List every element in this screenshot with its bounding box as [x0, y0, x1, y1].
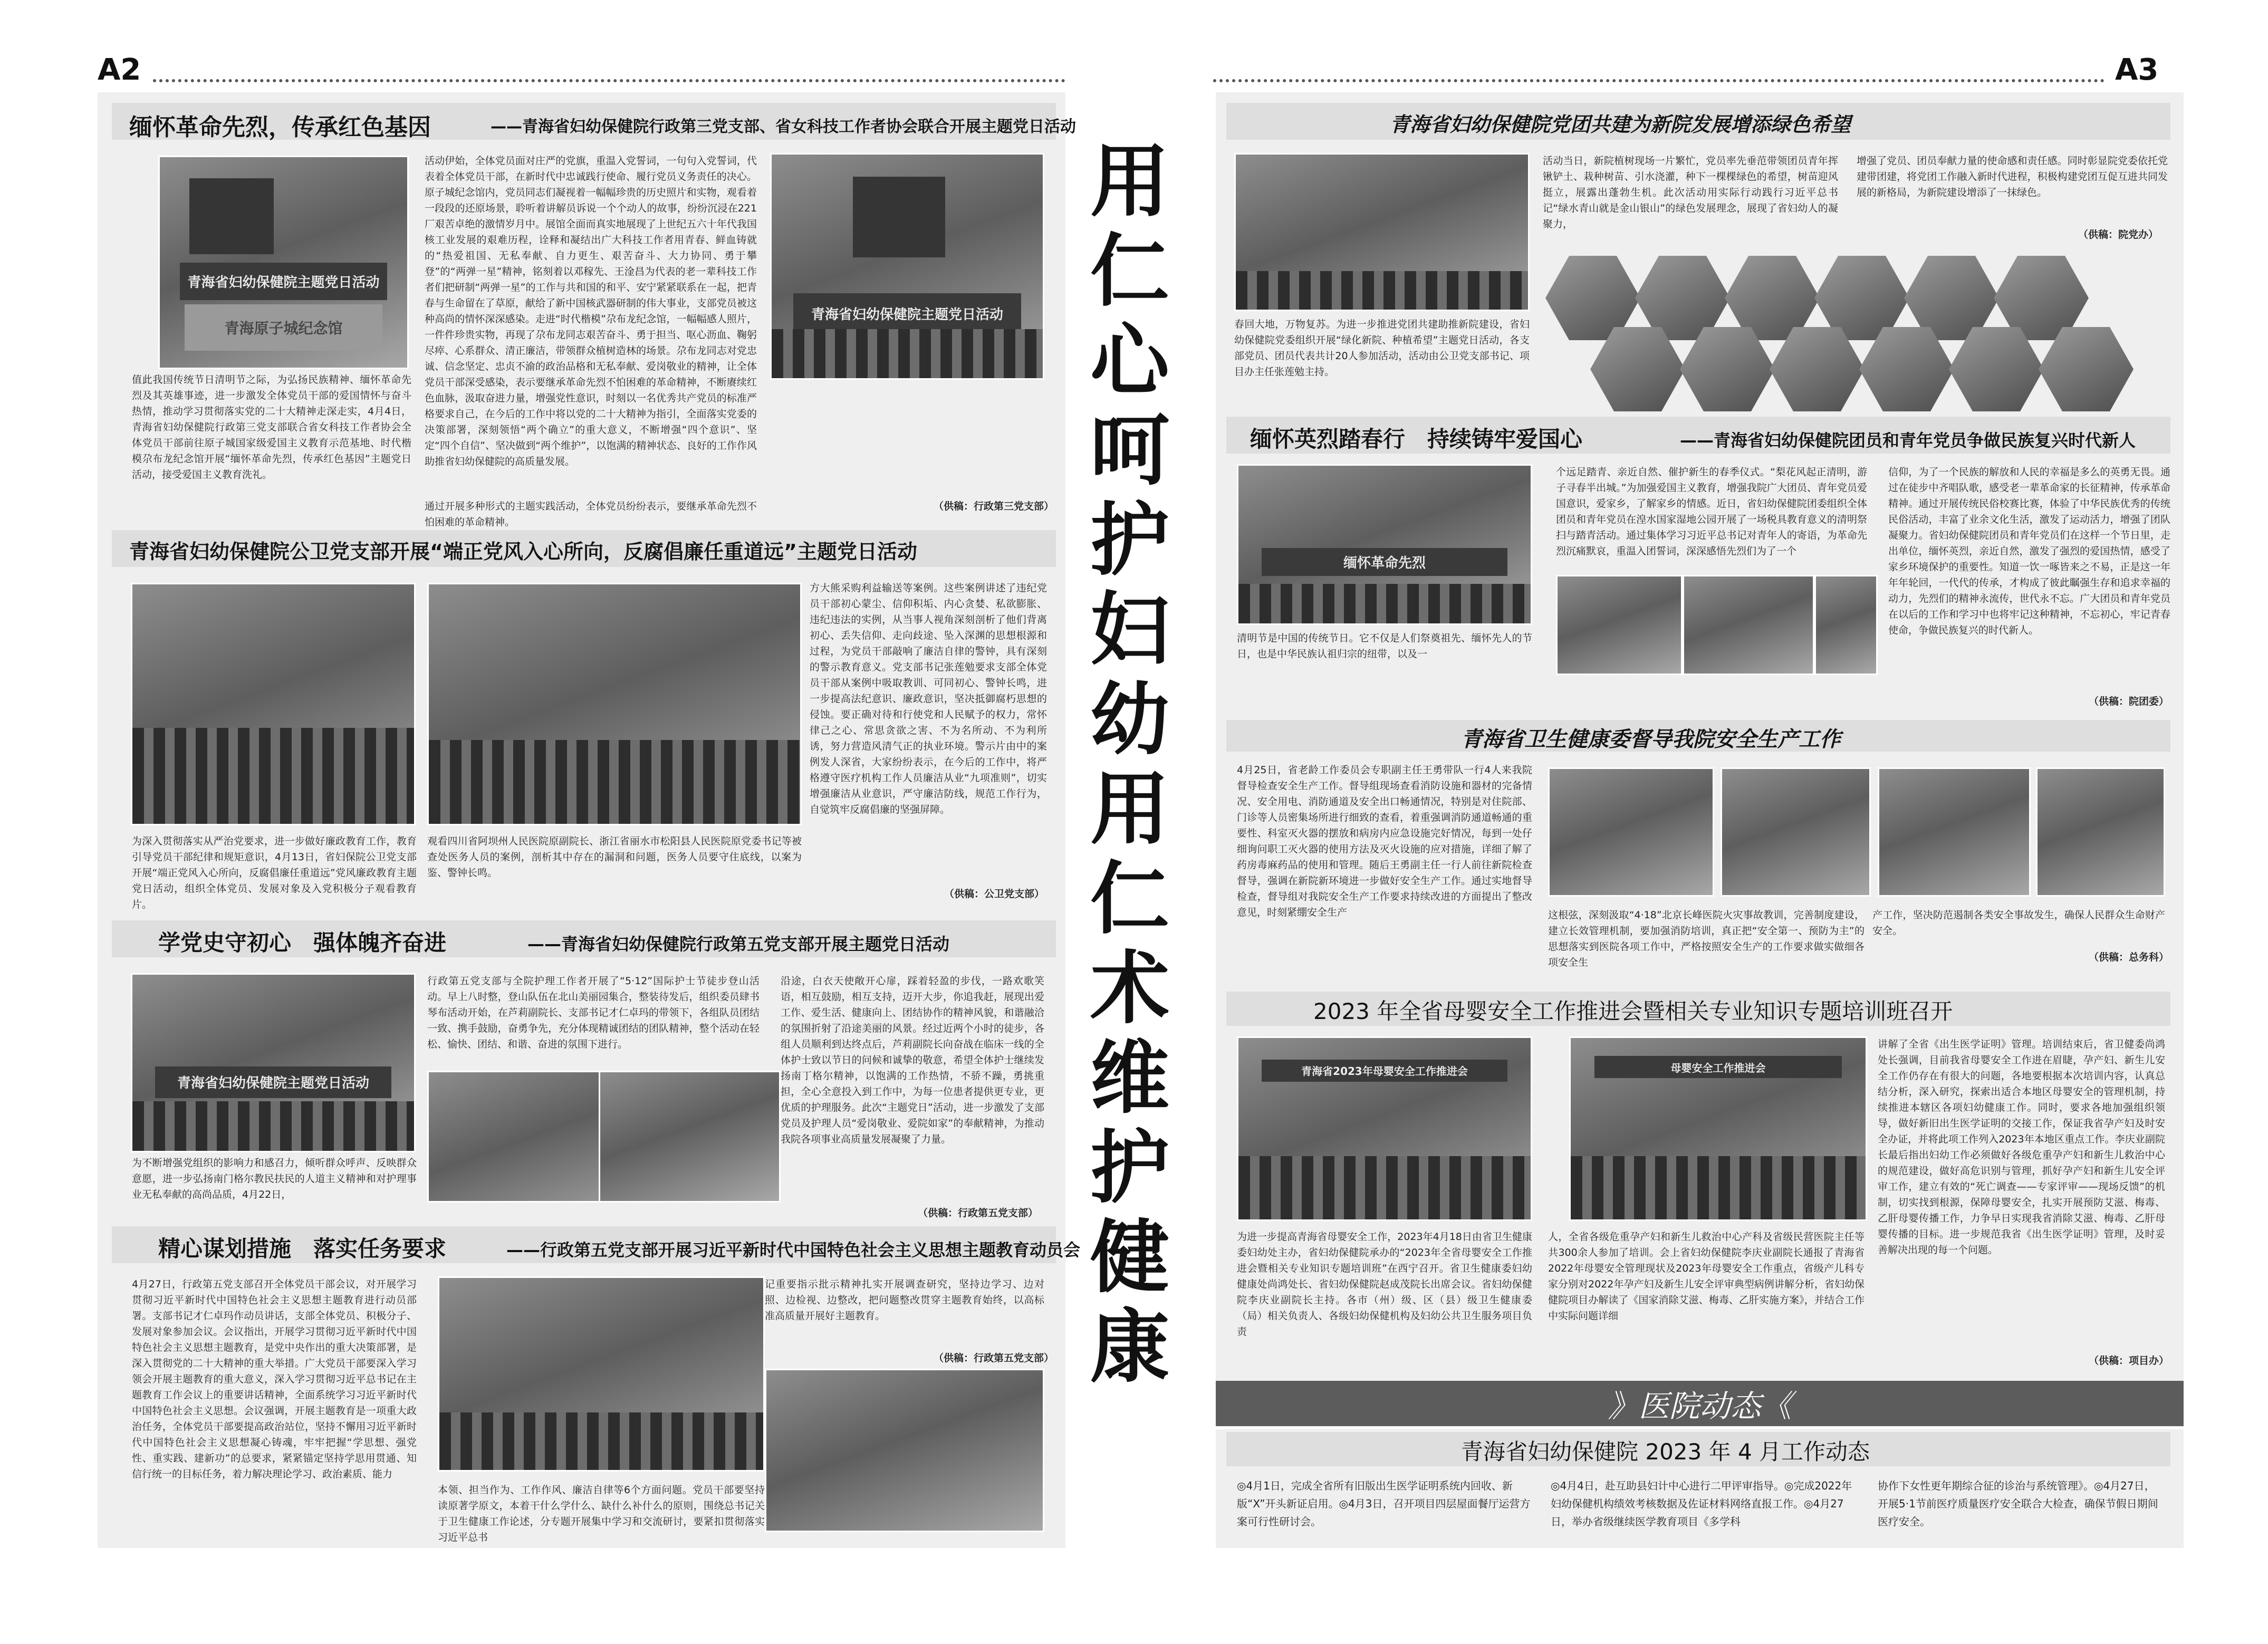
r-article4-credit: （供稿：项目办）: [2089, 1355, 2169, 1367]
r-article4-photo-2: [1569, 1036, 1867, 1221]
article4-credit: （供稿：行政第五党支部）: [934, 1352, 1054, 1364]
r-article2-photo-1: [1237, 464, 1532, 625]
r-article2-column-2: 个远足踏青、亲近自然、催护新生的春季仪式。“梨花风起正清明，游子寻春半出城。”为加强爱国主义教育，增强我院广大团员、青年党员爱国意识，爱家乡，了解家乡的情感。近日，省妇幼保健院团委组织全体团员和青年党员在湟水国家湿地公园开展了一场税具教育意义的清明祭扫与踏青活动。通过集体学习习近平总书记对青年人的寄语，为革命先烈沉痛默哀，重温入团誓词，深深感悟先烈们为了一个: [1556, 466, 1867, 557]
vertical-headline: 用仁心呵护妇幼 用仁术维护健康: [1090, 136, 1169, 1393]
hospital-dynamics-bar: 》医院动态《: [1216, 1381, 2184, 1426]
r-article2-photo-3: [1683, 575, 1814, 675]
article1-column-4: [770, 385, 1044, 501]
dynamics-column-3: 协作下女性更年期综合征的诊治与系统管理》。◎4月27日，开展5·1节前医疗质量医疗安全联合大检查，确保节假日期间医疗安全。: [1878, 1479, 2158, 1528]
r-article2-title: 缅怀英烈踏春行 持续铸牢爱国心: [1250, 426, 1583, 452]
r-article3-photo-4: [2036, 767, 2165, 897]
photo-banner-text: 母婴安全工作推进会: [1594, 1056, 1842, 1078]
page-number-right: A3: [2115, 53, 2159, 87]
photo-banner-text: 青海省妇幼保健院主题党日活动: [155, 1066, 392, 1098]
r-article4-column-2: 人，全省各级危重孕产妇和新生儿救治中心产科及省级民营医院主任等共300余人参加了培训。会上省妇幼保健院李庆业副院长通报了青海省2022年母婴安全管理现状及2023年母婴安全工作重点，省级产儿科专家分别对2022年孕产妇及新生儿安全评审典型病例讲解分析，省妇幼保健院项目办解读了《国家消除艾滋、梅毒、乙肝实施方案》，并结合工作中实际问题详细: [1548, 1231, 1865, 1322]
r-article1-column-2: 活动当日，新院植树现场一片繁忙，党员率先垂范带领团员青年挥锹铲土、栽种树苗、引水浇灌，种下一棵棵绿色的希望，树苗迎风挺立，展露出蓬勃生机。此次活动用实际行动践行习近平总书记“绿水青山就是金山银山”的绿色发展理念，展现了省妇幼人的凝聚力，: [1543, 155, 1838, 230]
photo-wall-text: 青海原子城纪念馆: [185, 304, 382, 351]
r-article1-title: 青海省妇幼保健院党团共建为新院发展增添绿色希望: [1390, 112, 1851, 136]
dynamics-column-1: ◎4月1日，完成全省所有旧版出生医学证明系统内回收、新版“X”开头新证启用。◎4月3日，召开项目四层屋面餐厅运营方案可行性研讨会。: [1237, 1479, 1531, 1528]
article4-photo-1: [438, 1276, 765, 1472]
r-article1-photo-main: [1234, 153, 1530, 311]
r-article3-column-1: 4月25日，省老龄工作委员会专职副主任王勇带队一行4人来我院督导检查安全生产工作。督导组现场查看消防设施和器材的完备情况、安全用电、消防通道及安全出口畅通情况，特别是对住院部、门诊等人员密集场所进行细致的查看，着重强调消防通道畅通的重要性、科室灭火器的摆放和病房内应急设施完好情况，每到一处仔细询问职工灭火器的使用方法及灭火设施的应对措施，详细了解了药房毒麻药品的使用和管理。随后王勇副主任一行人前往新院检查督导，强调在新院新环境进一步做好安全生产工作。通过实地督导检查，督导组对我院安全生产工作要求持续改进的方面提出了整改意见，时刻紧绷安全生产: [1237, 764, 1532, 918]
article2-column-2: 观看四川省阿坝州人民医院原副院长、浙江省丽水市松阳县人民医院原党委书记等被查处医务人员的案例，剖析其中存在的漏洞和问题，医务人员要守住底线，以案为鉴、警钟长鸣。: [427, 835, 802, 879]
dynamics-column-2: ◎4月4日，赴互助县妇计中心进行二甲评审指导。◎完成2022年妇幼保健机构绩效考核数据及佐证材料网络直报工作。◎4月27日，举办省级继续医学教育项目《多学科: [1551, 1479, 1852, 1528]
article1-column-2: 活动伊始，全体党员面对庄严的党旗，重温入党誓词，一句句入党誓词，代表着全体党员干部，在新时代中忠诚践行使命、履行党员义务责任的决心。原子城纪念馆内，党员同志们凝视着一幅幅珍贵的历史照片和实物，观看着一段段的还原场景，聆听着讲解员诉说一个个动人的故事，纷纷沉浸在221厂艰苦卓绝的激情岁月中。展馆全面而真实地展现了上世纪五六十年代我国核工业发展的艰难历程，诠释和凝结出广大科技工作者用青春、鲜血铸就的“热爱祖国、无私奉献、自力更生、艰苦奋斗、大力协同、勇于攀登”的“两弹一星”精神，铭刻着以邓稼先、王淦昌为代表的老一辈科技工作者们把研制“两弹一星”的工作与共和国的和平、安宁紧紧联系在一起，把青春与生命留在了草原，献给了新中国核武器研制的伟大事业，支部党员被这种高尚的情怀深深感染。走进“时代楷模”尕布龙纪念馆，一幅幅感人照片，一件件珍贵实物，再现了尕布龙同志艰苦奋斗、勇于担当、呕心沥血、鞠躬尽瘁、心系群众、清正廉洁，带领群众植树造林的场景。尕布龙同志对党忠诚、信念坚定、忠贞不渝的政治品格和无私奉献、爱岗敬业的精神，让全体党员干部深受感染，表示要继承革命先烈不怕困难的革命精神，不断赓续红色血脉，汲取奋进力量，增强党性意识，时刻以一名优秀共产党员的标准严格要求自己，在今后的工作中将以党的二十大精神为指引，全面落实党委的决策部署，深刻领悟“两个确立”的重大意义，不断增强“四个意识”、坚定“四个自信”、坚决做到“两个维护”，以饱满的精神状态、良好的工作作风助推省妇幼保健院的高质量发展。: [425, 155, 757, 467]
article3-column-3: 沿途，白衣天使敞开心扉，踩着轻盈的步伐，一路欢歌笑语，相互鼓励，相互支持，迈开大步，你追我赶，展现出爱工作、爱生活、健康向上、团结协作的精神风貌，和谐融洽的氛围折射了沿途美丽的风景。经过近两个小时的徒步，各组人员顺利到达终点后，芦莉副院长向奋战在临床一线的全体护士致以节日的问候和诚挚的敬意，希望全体护士继续发扬南丁格尔精神，以饱满的工作热情，不骄不躁，勇挑重担，全心全意投入到工作中，为每一位患者提供更专业，更优质的护理服务。此次“主题党日”活动，进一步激发了支部党员及护理人员“爱岗敬业、爱院如家”的奉献精神，为推动我院各项事业高质量发展凝聚了力量。: [781, 975, 1044, 1145]
article3-column-2: 行政第五党支部与全院护理工作者开展了“5·12”国际护士节徒步登山活动。早上八时整，登山队伍在北山美丽园集合，整装待发后，组织委员肆书琴布活动开始，在芦莉副院长、支部书记才仁卓玛的带领下，各组队员团结一致、携手鼓励，奋勇争先，充分体现精诚团结的团队精神，整个活动在轻松、愉快、团结、和谐、奋进的氛围下进行。: [427, 975, 760, 1050]
r-article2-photo-4: [1814, 575, 1878, 675]
photo-banner-text: 青海省2023年母婴安全工作推进会: [1262, 1060, 1507, 1081]
article2-title: 青海省妇幼保健院公卫党支部开展“端正党风入心所向，反腐倡廉任重道远”主题党日活动: [129, 540, 917, 563]
article1-subtitle: ——青海省妇幼保健院行政第三党支部、省女科技工作者协会联合开展主题党日活动: [491, 118, 1076, 136]
photo-banner-text: 缅怀革命先烈: [1262, 548, 1507, 576]
r-article1-column-1: 春回大地，万物复苏。为进一步推进党团共建助推新院建设，省妇幼保健院党委组织开展“绿化新院、种植希望”主题党日活动，各支部党员、团员代表共计20人参加活动，活动由公卫党支部书记、项目办主任张莲勉主持。: [1234, 319, 1530, 378]
article1-title: 缅怀革命先烈，传承红色基因: [129, 114, 431, 141]
article3-photo-3: [599, 1071, 781, 1203]
article4-title: 精心谋划措施 落实任务要求: [158, 1236, 447, 1262]
article1-column-1: 值此我国传统节日清明节之际，为弘扬民族精神、缅怀革命先烈及其英雄事迹，进一步激发全体党员干部的爱国情怀与奋斗热情，推动学习贯彻落实党的二十大精神走深走实，4月4日，青海省妇幼保健院行政第三党支部联合省女科技工作者协会全体党员干部前往原子城国家级爱国主义教育示范基地、时代楷模尕布龙纪念馆开展“缅怀革命先烈，传承红色基因”主题党日活动，接受爱国主义教育洗礼。: [132, 374, 411, 480]
dotted-rule-right: [1213, 79, 2104, 82]
article4-column-2: 本领、担当作为、工作作风、廉洁自律等6个方面问题。党员干部要坚持读原著学原文，本着干什么学什么、缺什么补什么的原则，围绕总书记关于卫生健康工作论述，分专题开展集中学习和交流研讨，要紧扣贯彻落实习近平总书: [438, 1484, 765, 1543]
r-article3-photo-2: [1721, 767, 1871, 897]
article1-column-3: 通过开展多种形式的主题实践活动，全体党员纷纷表示，要继承革命先烈不怕困难的革命精神。: [425, 501, 757, 528]
article3-title: 学党史守初心 强体魄齐奋进: [158, 930, 447, 956]
article2-credit: （供稿：公卫党支部）: [944, 888, 1045, 900]
article3-subtitle: ——青海省妇幼保健院行政第五党支部开展主题党日活动: [527, 934, 950, 954]
r-article3-title: 青海省卫生健康委督导我院安全生产工作: [1461, 727, 1841, 752]
page-number-left: A2: [98, 53, 141, 87]
r-article2-photo-2: [1556, 575, 1683, 675]
article4-column-1: 4月27日，行政第五党支部召开全体党员干部会议，对开展学习贯彻习近平新时代中国特色社会主义思想主题教育进行动员部署。支部书记才仁卓玛作动员讲话，支部全体党员、积极分子、发展对象参加会议。会议指出，开展学习贯彻习近平新时代中国特色社会主义思想主题教育，是党中央作出的重大决策部署，是深入贯彻党的二十大精神的重大举措。广大党员干部要深入学习领会开展主题教育的重大意义，深入学习贯彻习近平总书记在主题教育工作会议上的重要讲话精神，全面系统学习习近平新时代中国特色社会主义思想。会议强调，开展主题教育是一项重大政治任务，全体党员干部要提高政治站位，坚持不懈用习近平新时代中国特色社会主义思想凝心铸魂，牢牢把握“学思想、强党性、重实践、建新功”的总要求，紧紧锚定坚持学思用贯通、知信行统一的目标任务，着力解决理论学习、政治素质、能力: [132, 1278, 417, 1480]
article3-photo-1: [131, 973, 416, 1152]
article1-photo-1: [158, 156, 409, 369]
r-article3-column-3: 产工作，坚决防范遏制各类安全事故发生，确保人民群众生命财产安全。: [1872, 909, 2165, 937]
article4-subtitle: ——行政第五党支部开展习近平新时代中国特色社会主义思想主题教育动员会: [506, 1240, 1081, 1260]
article2-column-3: 方大熊采购利益输送等案例。这些案例讲述了违纪党员干部初心蒙尘、信仰积垢、内心贪婪、私欲膨胀、违纪违法的实例，从当事人视角深刻剖析了他们背离初心、丢失信仰、走向歧途、坠入深渊的思想根源和过程，为党员干部敲响了廉洁自律的警钟，具有深刻的警示教育意义。党支部书记张莲勉要求支部全体党员干部从案例中吸取教训、可同初心、警钟长鸣，进一步提高法纪意识、廉政意识，坚决抵御腐朽思想的侵蚀。要正确对待和行使党和人民赋予的权力，常怀律己之心、常思贪欲之害、不为名所动、不为利所诱，努力营造风清气正的执业环境。警示片由中的案例发人深省，大家纷纷表示，在今后的工作中，将严格遵守医疗机构工作人员廉洁从业“九项准则”，切实增强廉洁从业意识，严守廉洁防线，规范工作行为，自觉筑牢反腐倡廉的坚强屏障。: [810, 582, 1047, 815]
r-article4-photo-1: [1237, 1036, 1532, 1221]
article1-photo-2: [770, 153, 1044, 380]
article1-credit: （供稿：行政第三党支部）: [934, 501, 1054, 512]
r-article3-column-2: 这根弦，深刻汲取“4·18”北京长峰医院火灾事故教训，完善制度建设，建立长效管理机制，要加强消防培训，真正把“安全第一、预防为主”的思想落实到医院各项工作中，严格按照安全生产的工作要求做实做细各项安全生: [1548, 909, 1865, 968]
article4-column-3: 记重要指示批示精神扎实开展调查研究，坚持边学习、边对照、边检视、边整改，把问题整改贯穿主题教育始终，以高标准高质量开展好主题教育。: [765, 1278, 1044, 1322]
r-article4-column-3: 讲解了全省《出生医学证明》管理。培训结束后，省卫健委尚鸿处长强调，目前我省母婴安全工作进在眉睫，孕产妇、新生儿安全工作仍存在有很大的问题，各地要根据本次培训内容，认真总结分析，深入研究，探索出适合本地区母婴安全的管理机制，持续推进本辖区各项妇幼健康工作。同时，要求各地加强组织领导，做好新旧出生医学证明的交接工作，保证我省孕产妇及时安全办证，并将此项工作列入2023年本地区重点工作。李庆业副院长最后指出妇幼工作必须做好各级危重孕产妇和新生儿救治中心的规范建设，做好高危识别与管理，抓好孕产妇和新生儿安全评审工作，建立有效的“死亡调查——专家评审——现场反馈”的机制，切实找到根源，保障母婴安全，扎实开展预防艾滋、梅毒、乙肝母婴传播工作，力争早日实现我省消除艾滋、梅毒、乙肝母婴传播的目标。进一步规范我省《出生医学证明》管理，及时妥善解决出现的每一个问题。: [1878, 1039, 2165, 1256]
r-article4-column-1: 为进一步提高青海省母婴安全工作，2023年4月18日由省卫生健康委妇幼处主办，省妇幼保健院承办的“2023年全省母婴安全工作推进会暨相关专业知识专题培训班”在西宁召开。省卫生健康委妇幼健康处尚鸿处长、省妇幼保健院赵成茂院长出席会议。省妇幼保健院李庆业副院长主持。各市（州）级、区（县）级卫生健康委（局）相关负责人、各级妇幼保健机构及妇幼公共卫生服务项目负责: [1237, 1231, 1532, 1338]
r-article4-title: 2023 年全省母婴安全工作推进会暨相关专业知识专题培训班召开: [1313, 998, 1953, 1024]
dotted-rule-left: [153, 79, 1065, 82]
r-article3-photo-1: [1548, 767, 1714, 897]
r-article2-column-1: 清明节是中国的传统节日。它不仅是人们祭奠祖先、缅怀先人的节日，也是中华民族认祖归宗的纽带，以及一: [1237, 632, 1532, 660]
r-article1-credit: （供稿：院党办）: [2078, 229, 2159, 241]
r-article2-credit: （供稿：院团委）: [2089, 696, 2169, 707]
article4-photo-2: [765, 1369, 1044, 1532]
photo-banner-text: 青海省妇幼保健院主题党日活动: [180, 263, 388, 301]
article2-photo-2: [427, 583, 802, 825]
r-article1-column-3: 增强了党员、团员奉献力量的使命感和责任感。同时彰显院党委依托党建带团建，将党团工作融入新时代进程，积极构建党团互促互进共同发展的新格局，为新院建设增添了一抹绿色。: [1857, 155, 2168, 198]
photo-banner-text: 青海省妇幼保健院主题党日活动: [793, 293, 1021, 333]
dynamics-title: 青海省妇幼保健院 2023 年 4 月工作动态: [1461, 1439, 1870, 1465]
article3-credit: （供稿：行政第五党支部）: [918, 1207, 1039, 1219]
r-article3-credit: （供稿：总务科）: [2089, 951, 2169, 963]
article3-column-1: 为不断增强党组织的影响力和感召力，倾听群众呼声、反映群众意愿，进一步弘扬南门格尔教民扶民的人道主义精神和对护理事业无私奉献的高尚品质，4月22日，: [132, 1157, 417, 1200]
r-article2-subtitle: ——青海省妇幼保健院团员和青年党员争做民族复兴时代新人: [1680, 430, 2136, 450]
article2-column-1: 为深入贯彻落实从严治党要求，进一步做好廉政教育工作，教育引导党员干部纪律和规矩意识，4月13日，省妇保院公卫党支部开展“端正党风入心所向，反腐倡廉任重道远”党风廉政教育主题党日活动，组织全体党员、发展对象及入党积极分子观看教育片。: [132, 835, 417, 910]
r-article2-column-3: 信仰，为了一个民族的解放和人民的幸福是多么的英勇无畏。通过在徒步中齐唱队歌，感受老一辈革命家的长征精神，传承革命精神。通过开展传统民俗校赛比赛，体验了中华民族优秀的传统民俗活动，丰富了业余文化生活，激发了运动活力，增强了团队凝聚力。省妇幼保健院团员和青年党员们在这样一个节日里，走出单位，缅怀英烈，亲近自然，激发了强烈的爱国热情，感受了家乡环境保护的重要性。知道一饮一啄皆来之不易，正是这一年年年轮回，一代代的传承，才构成了彼此瞩强生存和追求幸福的动力，先烈们的精神永流传，世代永不忘。广大团员和青年党员在以后的工作和学习中也将牢记这种精神，不忘初心，牢记青春使命，争做民族复兴的时代新人。: [1888, 466, 2170, 636]
r-article3-photo-3: [1878, 767, 2031, 897]
article2-photo-1: [131, 583, 416, 825]
